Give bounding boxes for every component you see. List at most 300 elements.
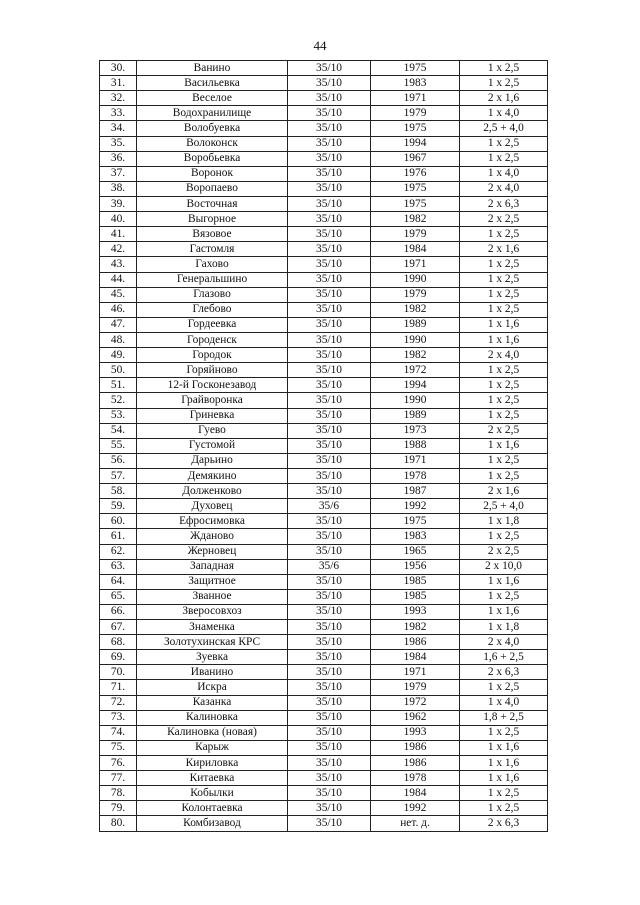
transformer-power-cell: 1 х 1,6 [460,438,548,453]
voltage-cell: 35/10 [288,317,371,332]
substation-name-cell: Иванино [137,665,288,680]
voltage-cell: 35/10 [288,136,371,151]
row-number-cell: 66. [100,604,137,619]
voltage-cell: 35/10 [288,348,371,363]
row-number-cell: 79. [100,801,137,816]
table-row [100,257,548,272]
table-row [100,771,548,786]
year-cell: 1975 [371,121,460,136]
substation-name-cell: Веселое [137,91,288,106]
transformer-power-cell: 1 х 2,5 [460,287,548,302]
transformer-power-cell: 1 х 2,5 [460,272,548,287]
row-number-cell: 41. [100,227,137,242]
transformer-power-cell: 1 х 1,6 [460,604,548,619]
voltage-cell: 35/10 [288,650,371,665]
table-row [100,61,548,76]
substation-name-cell: Гахово [137,257,288,272]
substation-name-cell: Воропаево [137,181,288,196]
row-number-cell: 44. [100,272,137,287]
transformer-power-cell: 1 х 1,8 [460,620,548,635]
table-row [100,423,548,438]
substation-name-cell: Выгорное [137,212,288,227]
transformer-power-cell: 2 х 1,6 [460,242,548,257]
year-cell: 1982 [371,212,460,227]
table-row [100,453,548,468]
year-cell: 1983 [371,76,460,91]
voltage-cell: 35/10 [288,514,371,529]
voltage-cell: 35/10 [288,786,371,801]
table-row [100,196,548,211]
voltage-cell: 35/10 [288,438,371,453]
voltage-cell: 35/10 [288,272,371,287]
row-number-cell: 64. [100,574,137,589]
row-number-cell: 50. [100,363,137,378]
voltage-cell: 35/10 [288,302,371,317]
substation-name-cell: Глазово [137,287,288,302]
row-number-cell: 43. [100,257,137,272]
table-row [100,816,548,831]
year-cell: 1990 [371,272,460,287]
substation-name-cell: Генеральшино [137,272,288,287]
year-cell: 1962 [371,710,460,725]
year-cell: 1975 [371,181,460,196]
transformer-power-cell: 1 х 2,5 [460,393,548,408]
transformer-power-cell: 1,6 + 2,5 [460,650,548,665]
transformer-power-cell: 1 х 1,6 [460,574,548,589]
row-number-cell: 75. [100,740,137,755]
table-row [100,181,548,196]
transformer-power-cell: 1 х 2,5 [460,801,548,816]
row-number-cell: 38. [100,181,137,196]
table-body [100,61,548,832]
substation-name-cell: Искра [137,680,288,695]
year-cell: 1979 [371,227,460,242]
transformer-power-cell: 1 х 2,5 [460,76,548,91]
table-row [100,620,548,635]
substation-name-cell: Званное [137,589,288,604]
row-number-cell: 36. [100,151,137,166]
year-cell: 1992 [371,499,460,514]
year-cell: 1982 [371,348,460,363]
transformer-power-cell: 1 х 2,5 [460,680,548,695]
row-number-cell: 77. [100,771,137,786]
year-cell: 1971 [371,257,460,272]
year-cell: 1982 [371,620,460,635]
year-cell: 1988 [371,438,460,453]
transformer-power-cell: 2 х 2,5 [460,212,548,227]
table-row [100,725,548,740]
substation-name-cell: Густомой [137,438,288,453]
transformer-power-cell: 1 х 1,6 [460,317,548,332]
table-row [100,212,548,227]
substation-name-cell: Водохранилище [137,106,288,121]
transformer-power-cell: 1 х 2,5 [460,453,548,468]
row-number-cell: 40. [100,212,137,227]
transformer-power-cell: 2 х 6,3 [460,196,548,211]
transformer-power-cell: 1 х 1,8 [460,514,548,529]
voltage-cell: 35/10 [288,589,371,604]
transformer-power-cell: 1 х 2,5 [460,468,548,483]
table-row [100,438,548,453]
year-cell: 1992 [371,801,460,816]
voltage-cell: 35/10 [288,151,371,166]
substation-name-cell: Зверосовхоз [137,604,288,619]
voltage-cell: 35/10 [288,212,371,227]
row-number-cell: 30. [100,61,137,76]
year-cell: 1971 [371,453,460,468]
year-cell: 1990 [371,332,460,347]
table-row [100,393,548,408]
year-cell: 1973 [371,423,460,438]
substation-name-cell: Золотухинская КРС [137,635,288,650]
substation-name-cell: Городок [137,348,288,363]
table-row [100,287,548,302]
row-number-cell: 33. [100,106,137,121]
row-number-cell: 58. [100,484,137,499]
table-row [100,151,548,166]
substation-name-cell: Глебово [137,302,288,317]
voltage-cell: 35/10 [288,423,371,438]
transformer-power-cell: 1 х 2,5 [460,227,548,242]
row-number-cell: 45. [100,287,137,302]
table-row [100,740,548,755]
year-cell: 1984 [371,786,460,801]
year-cell: 1976 [371,166,460,181]
table-row [100,91,548,106]
year-cell: 1975 [371,196,460,211]
year-cell: 1979 [371,106,460,121]
row-number-cell: 63. [100,559,137,574]
voltage-cell: 35/10 [288,665,371,680]
table-row [100,710,548,725]
voltage-cell: 35/10 [288,166,371,181]
voltage-cell: 35/10 [288,393,371,408]
transformer-power-cell: 1 х 2,5 [460,257,548,272]
table-row [100,801,548,816]
substation-name-cell: Карыж [137,740,288,755]
row-number-cell: 71. [100,680,137,695]
table-row [100,484,548,499]
table-row [100,559,548,574]
table-row [100,363,548,378]
year-cell: 1972 [371,363,460,378]
transformer-power-cell: 1 х 4,0 [460,695,548,710]
row-number-cell: 47. [100,317,137,332]
voltage-cell: 35/6 [288,559,371,574]
table-row [100,317,548,332]
year-cell: 1983 [371,529,460,544]
page-number: 44 [313,38,327,53]
voltage-cell: 35/10 [288,680,371,695]
voltage-cell: 35/10 [288,468,371,483]
table-row [100,514,548,529]
table-row [100,468,548,483]
table-row [100,544,548,559]
voltage-cell: 35/10 [288,91,371,106]
voltage-cell: 35/10 [288,544,371,559]
transformer-power-cell: 2 х 4,0 [460,348,548,363]
year-cell: 1994 [371,136,460,151]
transformer-power-cell: 1 х 2,5 [460,363,548,378]
row-number-cell: 60. [100,514,137,529]
voltage-cell: 35/10 [288,710,371,725]
row-number-cell: 42. [100,242,137,257]
year-cell: 1979 [371,287,460,302]
transformer-power-cell: 1 х 2,5 [460,136,548,151]
substation-name-cell: Воробьевка [137,151,288,166]
substation-name-cell: Колонтаевка [137,801,288,816]
table-row [100,695,548,710]
substation-name-cell: Демякино [137,468,288,483]
substation-name-cell: Воронок [137,166,288,181]
table-row [100,635,548,650]
transformer-power-cell: 1 х 2,5 [460,786,548,801]
transformer-power-cell: 2 х 1,6 [460,91,548,106]
substation-name-cell: Гастомля [137,242,288,257]
table-row [100,332,548,347]
voltage-cell: 35/10 [288,363,371,378]
table-row [100,302,548,317]
substation-name-cell: Казанка [137,695,288,710]
row-number-cell: 56. [100,453,137,468]
transformer-power-cell: 2 х 6,3 [460,665,548,680]
transformer-power-cell: 1 х 1,6 [460,771,548,786]
row-number-cell: 53. [100,408,137,423]
year-cell: 1978 [371,771,460,786]
substation-name-cell: Китаевка [137,771,288,786]
substation-name-cell: Гуево [137,423,288,438]
year-cell: 1987 [371,484,460,499]
voltage-cell: 35/10 [288,227,371,242]
voltage-cell: 35/10 [288,801,371,816]
voltage-cell: 35/10 [288,740,371,755]
year-cell: 1993 [371,725,460,740]
table-row [100,756,548,771]
row-number-cell: 69. [100,650,137,665]
table-row [100,604,548,619]
row-number-cell: 70. [100,665,137,680]
row-number-cell: 49. [100,348,137,363]
voltage-cell: 35/10 [288,121,371,136]
year-cell: 1956 [371,559,460,574]
voltage-cell: 35/10 [288,756,371,771]
substation-name-cell: Ефросимовка [137,514,288,529]
substation-name-cell: Знаменка [137,620,288,635]
table-row [100,348,548,363]
transformer-power-cell: 1 х 1,6 [460,332,548,347]
substation-name-cell: 12-й Госконезавод [137,378,288,393]
row-number-cell: 74. [100,725,137,740]
transformer-power-cell: 1 х 2,5 [460,378,548,393]
year-cell: 1982 [371,302,460,317]
voltage-cell: 35/10 [288,484,371,499]
voltage-cell: 35/10 [288,635,371,650]
row-number-cell: 73. [100,710,137,725]
voltage-cell: 35/10 [288,574,371,589]
row-number-cell: 37. [100,166,137,181]
substation-name-cell: Грайворонка [137,393,288,408]
voltage-cell: 35/10 [288,181,371,196]
table-row [100,589,548,604]
substation-name-cell: Защитное [137,574,288,589]
row-number-cell: 54. [100,423,137,438]
transformer-power-cell: 1 х 2,5 [460,589,548,604]
transformer-power-cell: 2,5 + 4,0 [460,499,548,514]
transformer-power-cell: 2 х 4,0 [460,635,548,650]
table-row [100,242,548,257]
transformer-power-cell: 2 х 6,3 [460,816,548,831]
voltage-cell: 35/10 [288,257,371,272]
table-row [100,227,548,242]
year-cell: 1978 [371,468,460,483]
substation-name-cell: Горяйново [137,363,288,378]
table-row [100,408,548,423]
row-number-cell: 65. [100,589,137,604]
year-cell: 1985 [371,574,460,589]
voltage-cell: 35/6 [288,499,371,514]
transformer-power-cell: 1 х 4,0 [460,166,548,181]
row-number-cell: 55. [100,438,137,453]
year-cell: 1989 [371,317,460,332]
transformer-power-cell: 1 х 4,0 [460,106,548,121]
transformer-power-cell: 1,8 + 2,5 [460,710,548,725]
voltage-cell: 35/10 [288,287,371,302]
year-cell: 1986 [371,740,460,755]
table-row [100,529,548,544]
substation-name-cell: Гордеевка [137,317,288,332]
table-row [100,121,548,136]
voltage-cell: 35/10 [288,453,371,468]
year-cell: 1972 [371,695,460,710]
row-number-cell: 35. [100,136,137,151]
voltage-cell: 35/10 [288,695,371,710]
row-number-cell: 51. [100,378,137,393]
year-cell: 1994 [371,378,460,393]
year-cell: 1993 [371,604,460,619]
year-cell: 1971 [371,665,460,680]
transformer-power-cell: 1 х 2,5 [460,302,548,317]
transformer-power-cell: 1 х 2,5 [460,151,548,166]
substation-name-cell: Западная [137,559,288,574]
substation-name-cell: Духовец [137,499,288,514]
row-number-cell: 72. [100,695,137,710]
transformer-power-cell: 1 х 1,6 [460,756,548,771]
transformer-power-cell: 1 х 2,5 [460,529,548,544]
row-number-cell: 32. [100,91,137,106]
substation-name-cell: Комбизавод [137,816,288,831]
table-row [100,136,548,151]
transformer-power-cell: 1 х 2,5 [460,408,548,423]
substation-name-cell: Зуевка [137,650,288,665]
substation-name-cell: Калиновка (новая) [137,725,288,740]
voltage-cell: 35/10 [288,332,371,347]
substation-name-cell: Волоконск [137,136,288,151]
voltage-cell: 35/10 [288,620,371,635]
substation-name-cell: Калиновка [137,710,288,725]
row-number-cell: 76. [100,756,137,771]
table-row [100,499,548,514]
transformer-power-cell: 1 х 2,5 [460,61,548,76]
table-row [100,650,548,665]
row-number-cell: 48. [100,332,137,347]
year-cell: нет. д. [371,816,460,831]
row-number-cell: 39. [100,196,137,211]
substation-name-cell: Волобуевка [137,121,288,136]
year-cell: 1975 [371,61,460,76]
table-row [100,106,548,121]
substation-name-cell: Гриневка [137,408,288,423]
row-number-cell: 80. [100,816,137,831]
year-cell: 1967 [371,151,460,166]
row-number-cell: 62. [100,544,137,559]
row-number-cell: 67. [100,620,137,635]
row-number-cell: 78. [100,786,137,801]
row-number-cell: 68. [100,635,137,650]
transformer-power-cell: 1 х 1,6 [460,740,548,755]
voltage-cell: 35/10 [288,242,371,257]
year-cell: 1986 [371,635,460,650]
year-cell: 1979 [371,680,460,695]
row-number-cell: 57. [100,468,137,483]
table-row [100,574,548,589]
substation-name-cell: Кириловка [137,756,288,771]
row-number-cell: 34. [100,121,137,136]
row-number-cell: 59. [100,499,137,514]
substations-table [99,60,548,832]
substation-name-cell: Вязовое [137,227,288,242]
table-row [100,166,548,181]
year-cell: 1971 [371,91,460,106]
voltage-cell: 35/10 [288,61,371,76]
voltage-cell: 35/10 [288,604,371,619]
year-cell: 1986 [371,756,460,771]
voltage-cell: 35/10 [288,771,371,786]
year-cell: 1975 [371,514,460,529]
voltage-cell: 35/10 [288,725,371,740]
row-number-cell: 61. [100,529,137,544]
transformer-power-cell: 2 х 2,5 [460,544,548,559]
voltage-cell: 35/10 [288,529,371,544]
voltage-cell: 35/10 [288,408,371,423]
substation-name-cell: Жданово [137,529,288,544]
year-cell: 1990 [371,393,460,408]
transformer-power-cell: 2 х 4,0 [460,181,548,196]
table-row [100,272,548,287]
transformer-power-cell: 1 х 2,5 [460,725,548,740]
voltage-cell: 35/10 [288,378,371,393]
substation-name-cell: Долженково [137,484,288,499]
substation-name-cell: Жерновец [137,544,288,559]
transformer-power-cell: 2 х 10,0 [460,559,548,574]
voltage-cell: 35/10 [288,816,371,831]
year-cell: 1965 [371,544,460,559]
year-cell: 1989 [371,408,460,423]
substation-name-cell: Ванино [137,61,288,76]
transformer-power-cell: 2 х 1,6 [460,484,548,499]
year-cell: 1984 [371,242,460,257]
substation-name-cell: Кобылки [137,786,288,801]
transformer-power-cell: 2,5 + 4,0 [460,121,548,136]
voltage-cell: 35/10 [288,76,371,91]
year-cell: 1984 [371,650,460,665]
substation-name-cell: Дарьино [137,453,288,468]
year-cell: 1985 [371,589,460,604]
substation-name-cell: Городенск [137,332,288,347]
table-row [100,665,548,680]
row-number-cell: 46. [100,302,137,317]
table-row [100,786,548,801]
transformer-power-cell: 2 х 2,5 [460,423,548,438]
